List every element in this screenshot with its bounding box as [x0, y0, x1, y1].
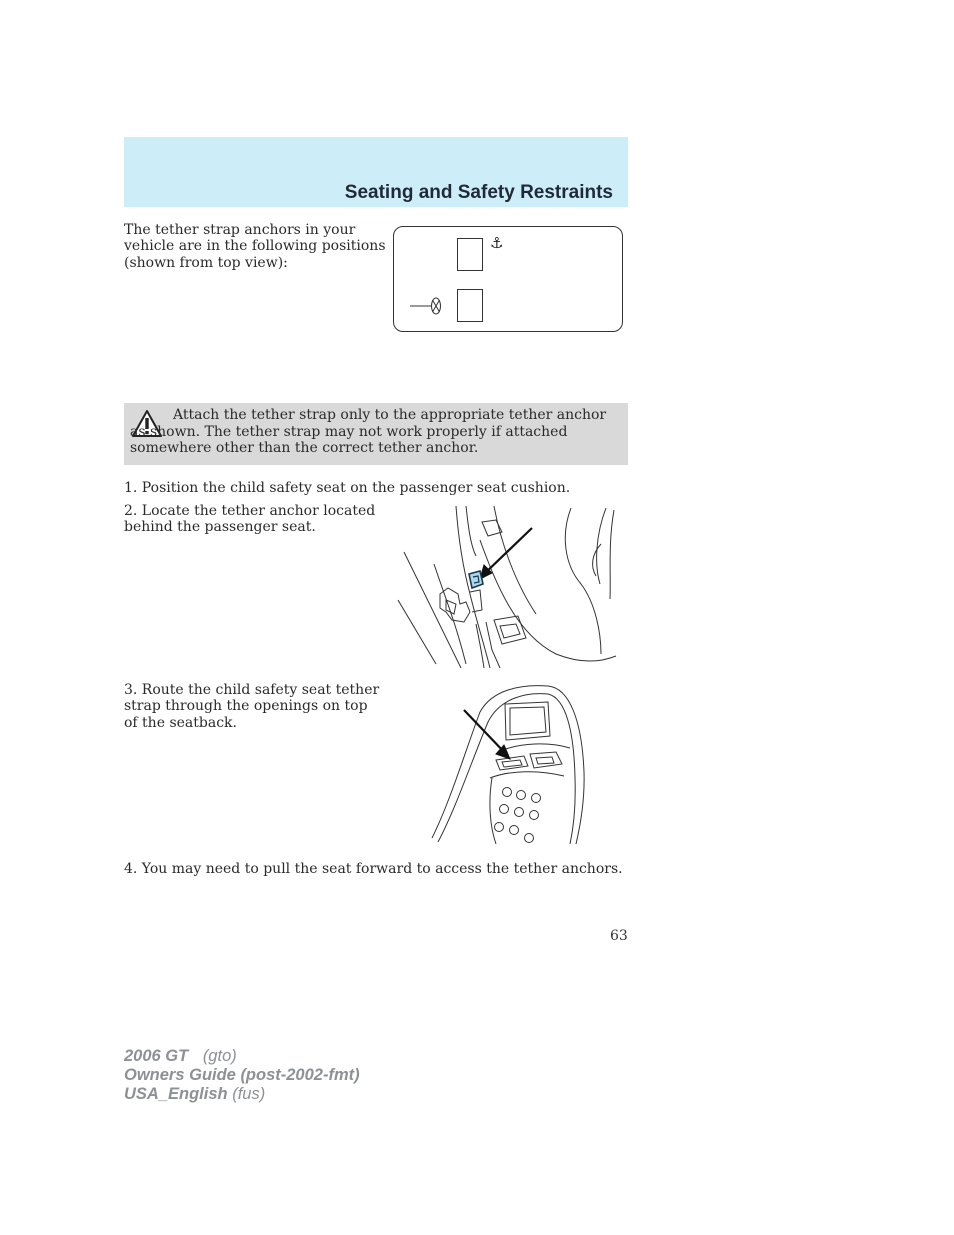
footer-language-line	[124, 1085, 360, 1104]
footer-guide: Owners Guide (post-2002-fmt)	[124, 1066, 360, 1084]
step-3-line-2: strap through the openings on top	[124, 698, 368, 715]
section-title: Seating and Safety Restraints	[344, 182, 613, 203]
intro-paragraph	[124, 222, 386, 271]
footer-guide-line	[124, 1066, 360, 1085]
tether-anchor-location-illustration	[396, 504, 618, 668]
front-seat-outline	[457, 289, 483, 322]
step-2-line-1: 2. Locate the tether anchor located	[124, 503, 376, 519]
seatback-strap-route-illustration	[430, 682, 592, 844]
intro-line-3: (shown from top view):	[124, 254, 288, 271]
warning-text: Attach the tether strap only to the appropriate tether anchor as shown. The tether strap may not work properly if attached somewhere other than the correct tether anchor.	[130, 407, 607, 456]
step-3-text	[124, 682, 379, 731]
step-2-text	[124, 503, 375, 536]
footer-language: USA_English	[124, 1085, 228, 1103]
step-1-text: 1. Position the child safety seat on the passenger seat cushion.	[124, 480, 571, 496]
step-3-line-3: of the seatback.	[124, 714, 237, 731]
intro-line-1: The tether strap anchors in your	[124, 222, 356, 238]
footer-model-code: (gto)	[202, 1047, 237, 1065]
document-footer	[124, 1047, 360, 1104]
anchor-icon: ⚓	[490, 234, 504, 252]
step-2-line-2: behind the passenger seat.	[124, 519, 316, 536]
seat-position-marker-icon	[410, 295, 444, 317]
warning-callout	[124, 403, 628, 465]
tether-anchor-diagram	[393, 226, 623, 332]
step-3-line-1: 3. Route the child safety seat tether	[124, 682, 380, 698]
footer-language-code: (fus)	[232, 1085, 266, 1103]
rear-seat-outline	[457, 238, 483, 271]
section-header-band	[124, 137, 628, 207]
footer-model: 2006 GT	[124, 1047, 189, 1065]
footer-model-line	[124, 1047, 360, 1066]
page-number: 63	[610, 928, 628, 944]
intro-line-2: vehicle are in the following positions	[124, 238, 386, 255]
step-4-text: 4. You may need to pull the seat forward to access the tether anchors.	[124, 861, 623, 877]
